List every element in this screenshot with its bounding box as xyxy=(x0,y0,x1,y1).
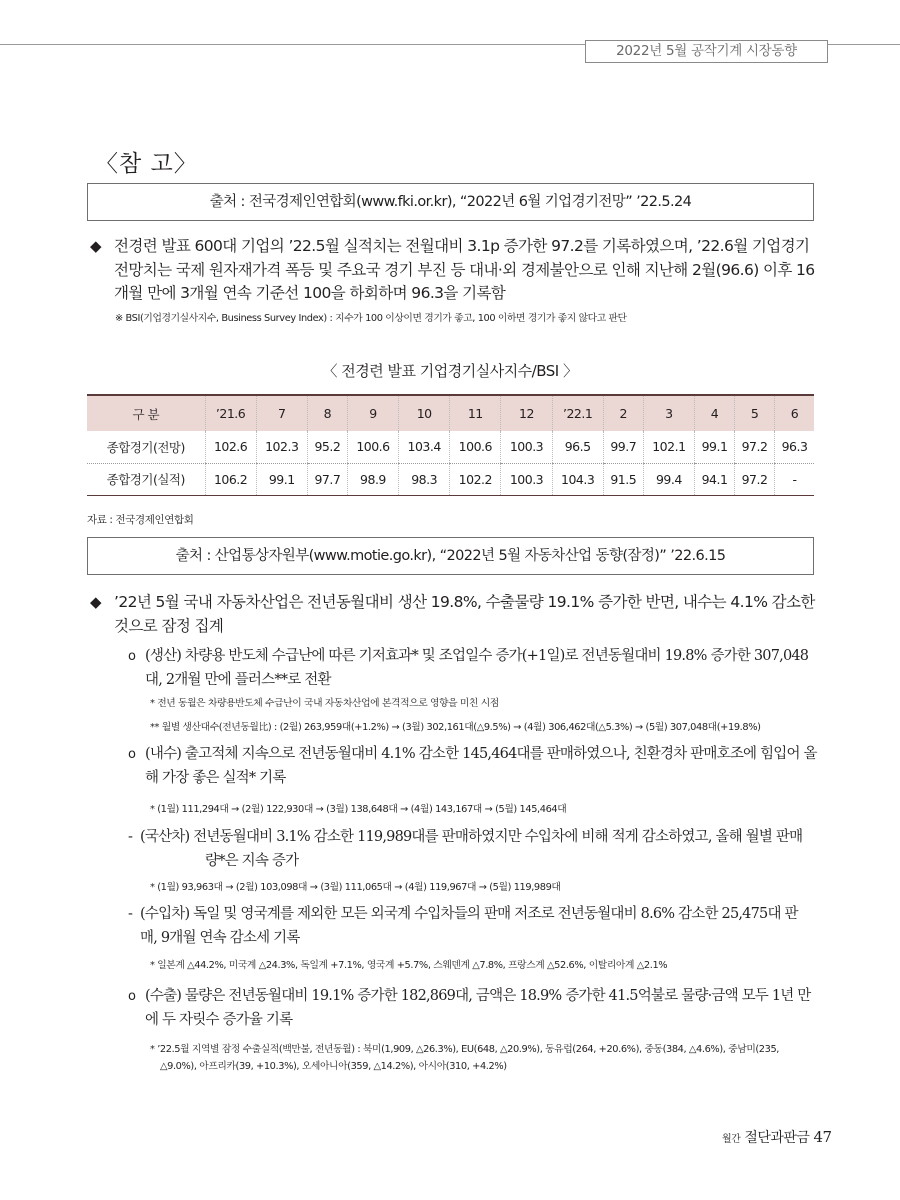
table-cell: 97.2 xyxy=(735,431,775,463)
table-cell: 종합경기(전망) xyxy=(87,431,205,463)
auto-industry-summary-text: ’22년 5월 국내 자동차산업은 전년동월대비 생산 19.8%, 수출물량 19.1% 증가한 반면, 내수는 4.1% 감소한 것으로 잠정 집계 xyxy=(114,593,815,635)
table-header-cell: 10 xyxy=(399,395,450,431)
production-item xyxy=(128,645,820,692)
running-header: 2022년 5월 공작기계 시장동향 xyxy=(585,40,828,63)
table-row xyxy=(87,463,814,495)
table-cell: 95.2 xyxy=(307,431,347,463)
dash-bullet-icon: - xyxy=(128,829,133,845)
table-cell: 100.3 xyxy=(501,463,552,495)
table-header-cell: 7 xyxy=(256,395,307,431)
table-cell: 97.7 xyxy=(307,463,347,495)
export-item xyxy=(128,985,820,1032)
page-footer xyxy=(722,1127,832,1147)
diamond-bullet-icon: ◆ xyxy=(90,237,101,255)
table-cell: 99.1 xyxy=(694,431,734,463)
table-header-cell: 3 xyxy=(643,395,694,431)
table-source-note: 자료 : 전국경제인연합회 xyxy=(87,514,194,526)
table-header-cell: ’22.1 xyxy=(552,395,603,431)
table-header-cell: 2 xyxy=(603,395,643,431)
table-cell: 99.1 xyxy=(256,463,307,495)
table-cell: 102.2 xyxy=(450,463,501,495)
domestic-cars-text-line1: (국산차) 전년동월대비 3.1% 감소한 119,989대를 판매하였지만 수입차에 비해 적게 감소하였고, 올해 월별 판매 xyxy=(140,829,803,845)
table-cell: 99.7 xyxy=(603,431,643,463)
page-number: 47 xyxy=(813,1128,832,1146)
table-cell: 100.6 xyxy=(450,431,501,463)
domestic-note: * (1월) 111,294대 → (2월) 122,930대 → (3월) 138,648대 → (4월) 143,167대 → (5월) 145,464대 xyxy=(150,804,567,815)
table-cell: 100.6 xyxy=(347,431,398,463)
table-cell: 94.1 xyxy=(694,463,734,495)
table-cell: 91.5 xyxy=(603,463,643,495)
table-cell: 98.9 xyxy=(347,463,398,495)
export-note-1: * ’22.5월 지역별 잠정 수출실적(백만불, 전년동월) : 북미(1,909, △26.3%), EU(648, △20.9%), 동유럽(264, +20.6%), 중동(384, △4.6%), 중남미(235, xyxy=(150,1044,780,1055)
production-note-1: * 전년 동월은 차량용반도체 수급난이 국내 자동차산업에 본격적으로 영향을 미친 시점 xyxy=(150,698,499,709)
diamond-bullet-icon: ◆ xyxy=(90,593,101,611)
production-text: (생산) 차량용 반도체 수급난에 따른 기저효과* 및 조업일수 증가(+1일)로 전년동월대비 19.8% 증가한 307,048대, 2개월 만에 플러스**로 전환 xyxy=(145,648,809,688)
table-cell: 96.3 xyxy=(775,431,814,463)
table-cell: 96.5 xyxy=(552,431,603,463)
domestic-cars-text-line2: 량*은 지속 증가 xyxy=(205,853,299,869)
imported-cars-note: * 일본계 △44.2%, 미국계 △24.3%, 독일계 +7.1%, 영국계 +5.7%, 스웨덴계 △7.8%, 프랑스계 △52.6%, 이탈리아계 △2.1% xyxy=(150,960,668,971)
table-cell: - xyxy=(775,463,814,495)
circle-bullet-icon: ο xyxy=(128,747,136,762)
table-header-row xyxy=(87,395,814,431)
table-header-cell: 구 분 xyxy=(87,395,205,431)
export-text: (수출) 물량은 전년동월대비 19.1% 증가한 182,869대, 금액은 18.9% 증가한 41.5억불로 물량·금액 모두 1년 만에 두 자릿수 증가율 기록 xyxy=(145,988,811,1028)
domestic-cars-note: * (1월) 93,963대 → (2월) 103,098대 → (3월) 111,065대 → (4월) 119,967대 → (5월) 119,989대 xyxy=(150,882,561,893)
footer-title: 절단과판금 xyxy=(744,1130,810,1146)
table-cell: 102.3 xyxy=(256,431,307,463)
circle-bullet-icon: ο xyxy=(128,989,136,1004)
table-cell: 103.4 xyxy=(399,431,450,463)
domestic-text: (내수) 출고적체 지속으로 전년동월대비 4.1% 감소한 145,464대를 판매하였으나, 친환경차 판매호조에 힘입어 올해 가장 좋은 실적* 기록 xyxy=(145,746,817,786)
domestic-cars-item-cont xyxy=(205,850,805,874)
circle-bullet-icon: ο xyxy=(128,649,136,664)
table-cell: 99.4 xyxy=(643,463,694,495)
source-box-motie: 출처 : 산업통상자원부(www.motie.go.kr), “2022년 5월 자동차산업 동향(잠정)” ’22.6.15 xyxy=(87,537,814,575)
table-header-cell: 6 xyxy=(775,395,814,431)
production-note-2: ** 월별 생산대수(전년동월比) : (2월) 263,959대(+1.2%) → (3월) 302,161대(△9.5%) → (4월) 306,462대(△5.3%) → (5월) 307,048대(+19.8%) xyxy=(150,722,761,733)
imported-cars-item xyxy=(128,903,804,950)
reference-title: 〈참 고〉 xyxy=(95,151,198,177)
dash-bullet-icon: - xyxy=(128,906,133,922)
source-box-fki: 출처 : 전국경제인연합회(www.fki.or.kr), “2022년 6월 기업경기전망” ’22.5.24 xyxy=(87,183,814,221)
table-header-cell: 4 xyxy=(694,395,734,431)
table-header-cell: 9 xyxy=(347,395,398,431)
table-cell: 102.1 xyxy=(643,431,694,463)
auto-industry-summary xyxy=(90,591,820,638)
bsi-definition-note: ※ BSI(기업경기실사지수, Business Survey Index) : 지수가 100 이상이면 경기가 좋고, 100 이하면 경기가 좋지 않다고 판단 xyxy=(115,313,627,324)
table-cell: 100.3 xyxy=(501,431,552,463)
domestic-item xyxy=(128,743,820,790)
table-header-cell: 12 xyxy=(501,395,552,431)
table-header-cell: ’21.6 xyxy=(205,395,256,431)
table-cell: 98.3 xyxy=(399,463,450,495)
table-header-cell: 5 xyxy=(735,395,775,431)
export-note-2: △9.0%), 아프리카(39, +10.3%), 오세아니아(359, △14.2%), 아시아(310, +4.2%) xyxy=(160,1061,507,1072)
table-cell: 97.2 xyxy=(735,463,775,495)
domestic-cars-item xyxy=(128,826,820,850)
table-cell: 102.6 xyxy=(205,431,256,463)
bsi-summary-paragraph xyxy=(90,235,820,306)
table-title: 〈 전경련 발표 기업경기실사지수/BSI 〉 xyxy=(322,362,578,380)
table-header-cell: 11 xyxy=(450,395,501,431)
table-cell: 106.2 xyxy=(205,463,256,495)
bsi-summary-text: 전경련 발표 600대 기업의 ’22.5월 실적치는 전월대비 3.1p 증가한 97.2를 기록하였으며, ’22.6월 기업경기전망치는 국제 원자재가격 폭등 및 주요국 경기 부진 등 대내·외 경제불안으로 인해 지난해 2월(96.6) 이후 16개월 만에 3개월 연속 기준선 100을 하회하며 96.3을 기록함 xyxy=(114,237,815,302)
table-cell: 104.3 xyxy=(552,463,603,495)
footer-prefix: 월간 xyxy=(722,1134,741,1145)
table-cell: 종합경기(실적) xyxy=(87,463,205,495)
table-row xyxy=(87,431,814,463)
table-header-cell: 8 xyxy=(307,395,347,431)
imported-cars-text: (수입차) 독일 및 영국계를 제외한 모든 외국계 수입차들의 판매 저조로 전년동월대비 8.6% 감소한 25,475대 판매, 9개월 연속 감소세 기록 xyxy=(140,906,798,946)
bsi-table xyxy=(87,394,814,496)
